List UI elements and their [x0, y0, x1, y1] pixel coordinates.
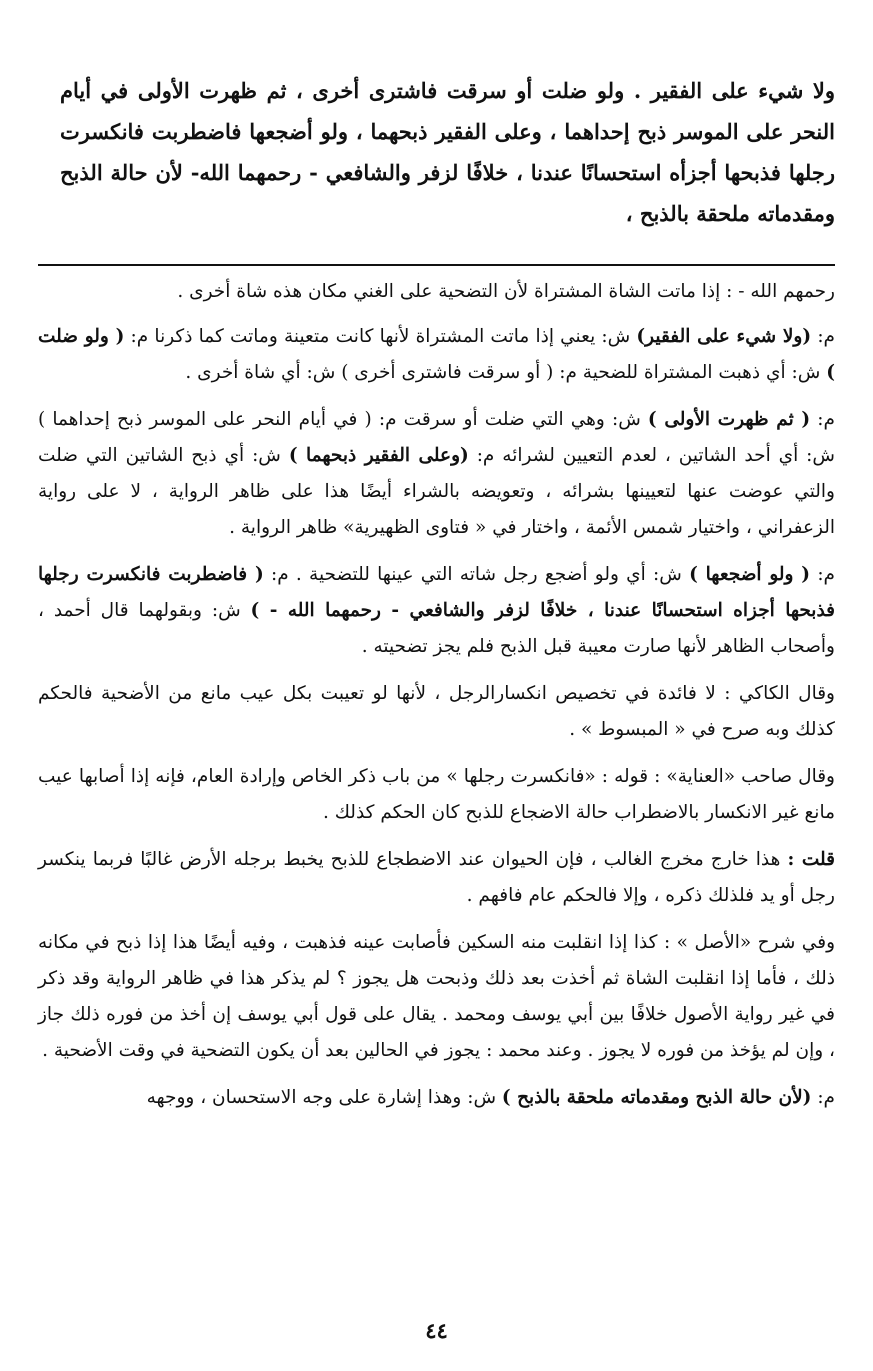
commentary-paragraph-1: رحمهم الله - : إذا ماتت الشاة المشتراة لأن التضحية على الغني مكان هذه شاة أخرى . — [177, 281, 835, 302]
quoted-matn: ( ولو ضلت ) — [38, 326, 835, 383]
commentary-paragraph-9 — [38, 1080, 835, 1116]
page-number: ٤٤ — [425, 1318, 448, 1343]
commentary-text: ش: أي ذهبت المشتراة للضحية م: ( أو سرقت فاشترى أخرى ) ش: أي شاة أخرى . — [185, 362, 827, 383]
matn-marker: م: — [817, 564, 835, 585]
matn-marker: م: — [817, 1087, 835, 1108]
main-text: ولا شيء على الفقير . ولو ضلت أو سرقت فاشترى أخرى ، ثم ظهرت الأولى في أيام النحر على الموسر ذبح إحداهما ، وعلى الفقير ذبحهما ، ولو أضجعها فاضطربت فانكسرت رجلها فذبحها أجزأه استحسانًا عندنا ، خلافًا لزفر والشافعي - رحمهما الله- لأن حالة الذبح ومقدماته ملحقة بالذبح ، — [60, 78, 835, 226]
main-text-block — [60, 70, 835, 234]
matn-marker: م: — [817, 409, 835, 430]
quoted-matn: ( فاضطربت فانكسرت رجلها فذبحها أجزاه استحسانًا عندنا ، خلافًا لزفر والشافعي - رحمهما الله - ) — [38, 564, 836, 621]
commentary-text: ش: وهذا إشارة على وجه الاستحسان ، ووجهه — [146, 1087, 502, 1108]
quoted-matn: ( ثم ظهرت الأولى ) — [647, 409, 811, 430]
commentary-paragraph-6: وقال صاحب «العناية» : قوله : «فانكسرت رجلها » من باب ذكر الخاص وإرادة العام، فإنه إذا أصابها عيب مانع غير الانكسار بالاضطراب حالة الاضجاع للذبح كان الحكم كذلك . — [38, 766, 835, 823]
matn-marker: م: — [817, 326, 835, 347]
commentary-paragraph-5: وقال الكاكي : لا فائدة في تخصيص انكسارالرجل ، لأنها لو تعيبت بكل عيب مانع من الأضحية فالحكم كذلك وبه صرح في « المبسوط » . — [38, 683, 835, 740]
commentary-text: ش: أي ولو أضجع رجل شاته التي عينها للتضحية . م: — [263, 564, 690, 585]
quoted-matn: (لأن حالة الذبح ومقدماته ملحقة بالذبح ) — [501, 1087, 812, 1108]
quoted-matn: (ولا شيء على الفقير) — [636, 326, 812, 347]
qultu-label: قلت : — [787, 849, 835, 870]
commentary-text: هذا خارج مخرج الغالب ، فإن الحيوان عند الاضطجاع للذبح يخبط برجله الأرض غالبًا فربما ينكسر رجل أو يد فلذلك ذكره ، وإلا فالحكم عام فافهم . — [38, 849, 835, 906]
commentary-paragraph-8: وفي شرح «الأصل » : كذا إذا انقلبت منه السكين فأصابت عينه فذهبت ، وفيه أيضًا هذا إذا ذبح في مكانه ذلك ، فأما إذا انقلبت الشاة ثم أخذت بعد ذلك وذبحت هل يجوز ؟ لم يذكر هذا في ظاهر الرواية وقد ذكر في غير رواية الأصول خلافًا بين أبي يوسف ومحمد . يقال على قول أبي يوسف إن أخذ من فوره ذلك جاز ، وإن لم يؤخذ من فوره لا يجوز . وعند محمد : يجوز في الحالين بعد أن يكون التضحية في وقت الأضحية . — [38, 932, 836, 1061]
commentary-block — [38, 274, 835, 1127]
commentary-text: ش: أي ذبح الشاتين التي ضلت والتي عوضت عنها لتعيينها بشرائه ، وتعويضه بالشراء أيضًا هذا على ظاهر الرواية ، لا على رواية الزعفراني ، واختيار شمس الأئمة ، واختار في « فتاوى الظهيرية» ظاهر الرواية . — [38, 445, 835, 538]
commentary-text: ش: وهي التي ضلت أو سرقت م: ( في أيام النحر على الموسر ذبح إحداهما ) ش: أي أحد الشاتين ، لعدم التعيين لشرائه م: — [38, 409, 835, 466]
commentary-paragraph-4 — [38, 557, 835, 665]
quoted-matn: ( ولو أضجعها ) — [689, 564, 811, 585]
separator-line — [38, 264, 835, 266]
commentary-paragraph-2 — [38, 319, 835, 391]
commentary-text: ش: يعني إذا ماتت المشتراة لأنها كانت متعينة وماتت كما ذكرنا م: — [124, 326, 637, 347]
commentary-text: ش: وبقولهما قال أحمد ، وأصحاب الظاهر لأنها صارت معيبة قبل الذبح فلم يجز تضحيته . — [38, 600, 835, 657]
commentary-paragraph-3 — [38, 402, 835, 546]
commentary-paragraph-7 — [38, 842, 835, 914]
quoted-matn: (وعلى الفقير ذبحهما ) — [288, 445, 469, 466]
